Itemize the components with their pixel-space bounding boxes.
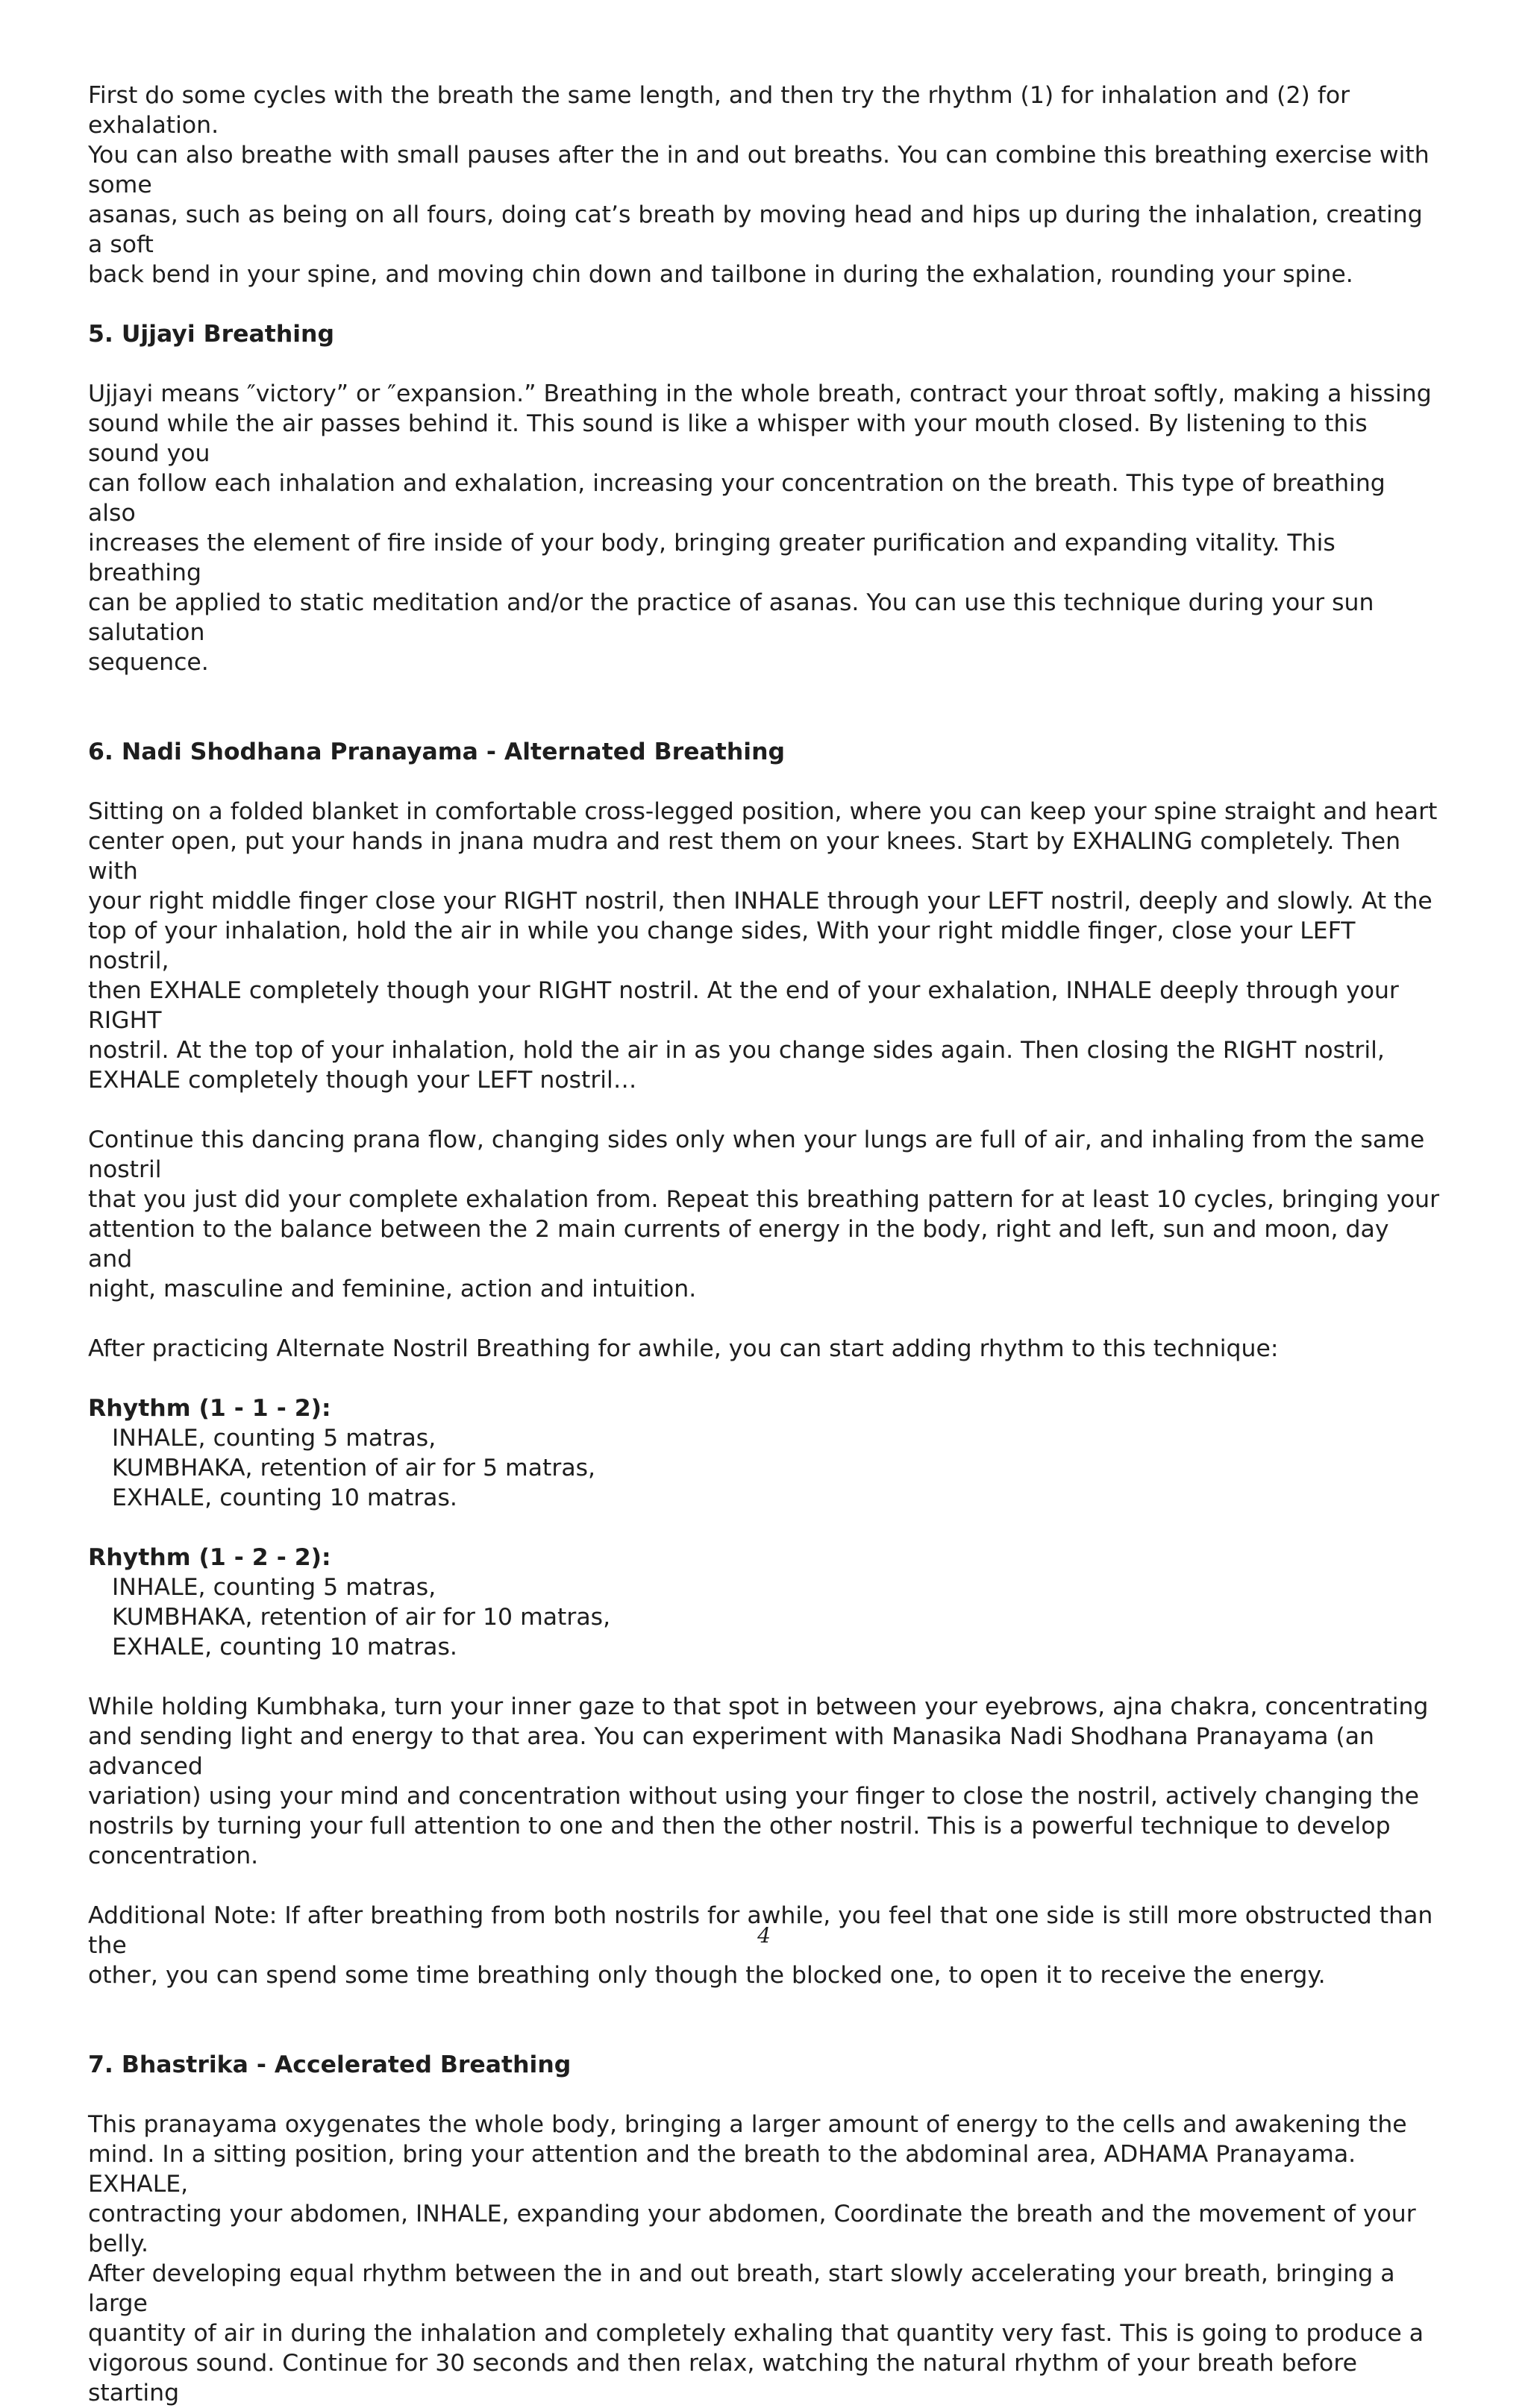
section-6-paragraph-2: Continue this dancing prana flow, changing sides only when your lungs are full of air, and inhaling from the same nostril that you just did your complete exhalation from. Repeat this breathing pattern for at least 10 cycles, bringing your attention to the balance between the 2 main currents of energy in the body, right and left, sun and moon, day and night, masculine and feminine, action and intuition. bbox=[88, 1126, 1440, 1302]
section-5-heading: 5. Ujjayi Breathing bbox=[88, 321, 335, 348]
section-6-paragraph-4: While holding Kumbhaka, turn your inner gaze to that spot in between your eyebrows, ajna chakra, concentrating and sending light and energy to that area. You can experiment with Manasika Nadi Shodhana Pranayama (an advanced variation) using your mind and concentration without using your finger to close the nostril, actively changing the nostrils by turning your full attention to one and then the other nostril. This is a powerful technique to develop concentration. bbox=[88, 1693, 1429, 1869]
section-6-paragraph-5: Additional Note: If after breathing from both nostrils for awhile, you feel that one side is still more obstructed than the other, you can spend some time breathing only though the blocked one, to open it to receive the energy. bbox=[88, 1902, 1433, 1989]
rhythm-1-line: INHALE, counting 5 matras, bbox=[112, 1425, 436, 1452]
section-7-heading: 7. Bhastrika - Accelerated Breathing bbox=[88, 2051, 572, 2078]
rhythm-2-line: KUMBHAKA, retention of air for 10 matras, bbox=[112, 1604, 611, 1631]
rhythm-2-block bbox=[88, 1543, 1440, 1662]
rhythm-2-line: EXHALE, counting 10 matras. bbox=[112, 1634, 457, 1661]
rhythm-1-block bbox=[88, 1393, 1440, 1513]
section-6-heading: 6. Nadi Shodhana Pranayama - Alternated Breathing bbox=[88, 739, 786, 765]
rhythm-1-line: EXHALE, counting 10 matras. bbox=[112, 1484, 457, 1511]
page-number: 4 bbox=[757, 1923, 771, 1948]
section-7-paragraph: This pranayama oxygenates the whole body, bringing a larger amount of energy to the cells and awakening the mind. In a sitting position, bring your attention and the breath to the abdominal area, ADHAMA Pranayama. EXHALE, contracting your abdomen, INHALE, expanding your abdomen, Coordinate the breath and the movement of your belly. After developing equal rhythm between the in and out breath, start slowly accelerating your breath, bringing a large quantity of air in during the inhalation and completely exhaling that quantity very fast. This is going to produce a vigorous sound. Continue for 30 seconds and then relax, watching the natural rhythm of your breath before starting bbox=[88, 2111, 1424, 2407]
rhythm-1-line: KUMBHAKA, retention of air for 5 matras, bbox=[112, 1455, 596, 1482]
rhythm-2-line: INHALE, counting 5 matras, bbox=[112, 1574, 436, 1601]
rhythm-2-title: Rhythm (1 - 2 - 2): bbox=[88, 1544, 331, 1571]
intro-paragraph: First do some cycles with the breath the same length, and then try the rhythm (1) for inhalation and (2) for exhalation. You can also breathe with small pauses after the in and out breaths. You can combine this breathing exercise with some asanas, such as being on all fours, doing cat’s breath by moving head and hips up during the inhalation, creating a soft back bend in your spine, and moving chin down and tailbone in during the exhalation, rounding your spine. bbox=[88, 82, 1430, 288]
section-6-paragraph-1: Sitting on a folded blanket in comfortable cross-legged position, where you can keep your spine straight and heart center open, put your hands in jnana mudra and rest them on your knees. Start by EXHALING completely. Then with your right middle finger close your RIGHT nostril, then INHALE through your LEFT nostril, deeply and slowly. At the top of your inhalation, hold the air in while you change sides, With your right middle finger, close your LEFT nostril, then EXHALE completely though your RIGHT nostril. At the end of your exhalation, INHALE deeply through your RIGHT nostril. At the top of your inhalation, hold the air in as you change sides again. Then closing the RIGHT nostril, EXHALE completely though your LEFT nostril… bbox=[88, 798, 1438, 1094]
rhythm-1-title: Rhythm (1 - 1 - 2): bbox=[88, 1395, 331, 1422]
section-6-paragraph-3: After practicing Alternate Nostril Breathing for awhile, you can start adding rhythm to this technique: bbox=[88, 1335, 1279, 1362]
section-5-paragraph: Ujjayi means ″victory” or ″expansion.” Breathing in the whole breath, contract your throat softly, making a hissing sound while the air passes behind it. This sound is like a whisper with your mouth closed. By listening to this sound you can follow each inhalation and exhalation, increasing your concentration on the breath. This type of breathing also increases the element of fire inside of your body, bringing greater purification and expanding vitality. This breathing can be applied to static meditation and/or the practice of asanas. You can use this technique during your sun salutation sequence. bbox=[88, 380, 1432, 676]
document-page bbox=[88, 81, 1440, 2408]
